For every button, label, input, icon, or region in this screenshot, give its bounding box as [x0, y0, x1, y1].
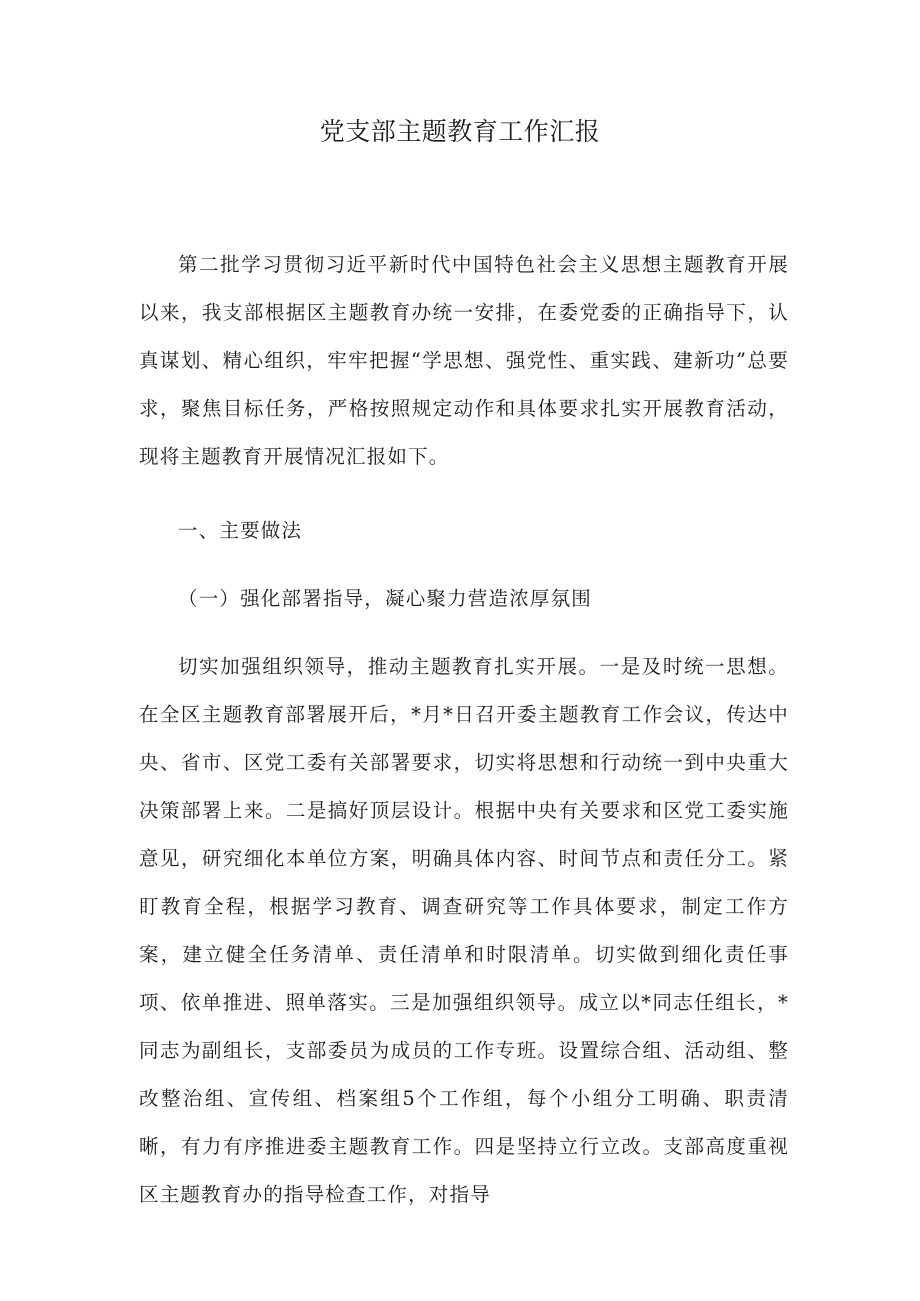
intro-paragraph: 第二批学习贯彻习近平新时代中国特色社会主义思想主题教育开展以来，我支部根据区主题教育办统一安排，在委党委的正确指导下，认真谋划、精心组织，牢牢把握“学思想、强党性、重实践、建新功”总要求，聚焦目标任务，严格按照规定动作和具体要求扎实开展教育活动，现将主题教育开展情况汇报如下。: [139, 253, 789, 468]
subsection-heading: （一）强化部署指导，凝心聚力营造浓厚氛围: [178, 587, 593, 610]
body-paragraph: 切实加强组织领导，推动主题教育扎实开展。一是及时统一思想。在全区主题教育部署展开后，*月*日召开委主题教育工作会议，传达中央、省市、区党工委有关部署要求，切实将思想和行动统一到中央重大决策部署上来。二是搞好顶层设计。根据中央有关要求和区党工委实施意见，研究细化本单位方案，明确具体内容、时间节点和责任分工。紧盯教育全程，根据学习教育、调查研究等工作具体要求，制定工作方案，建立健全任务清单、责任清单和时限清单。切实做到细化责任事项、依单推进、照单落实。三是加强组织领导。成立以*同志任组长，*同志为副组长，支部委员为成员的工作专班。设置综合组、活动组、整改整治组、宣传组、档案组5个工作组，每个小组分工明确、职责清晰，有力有序推进委主题教育工作。四是坚持立行立改。支部高度重视区主题教育办的指导检查工作，对指导: [139, 655, 789, 1206]
document-title: 党支部主题教育工作汇报: [319, 117, 601, 146]
section-heading: 一、主要做法: [178, 519, 303, 542]
